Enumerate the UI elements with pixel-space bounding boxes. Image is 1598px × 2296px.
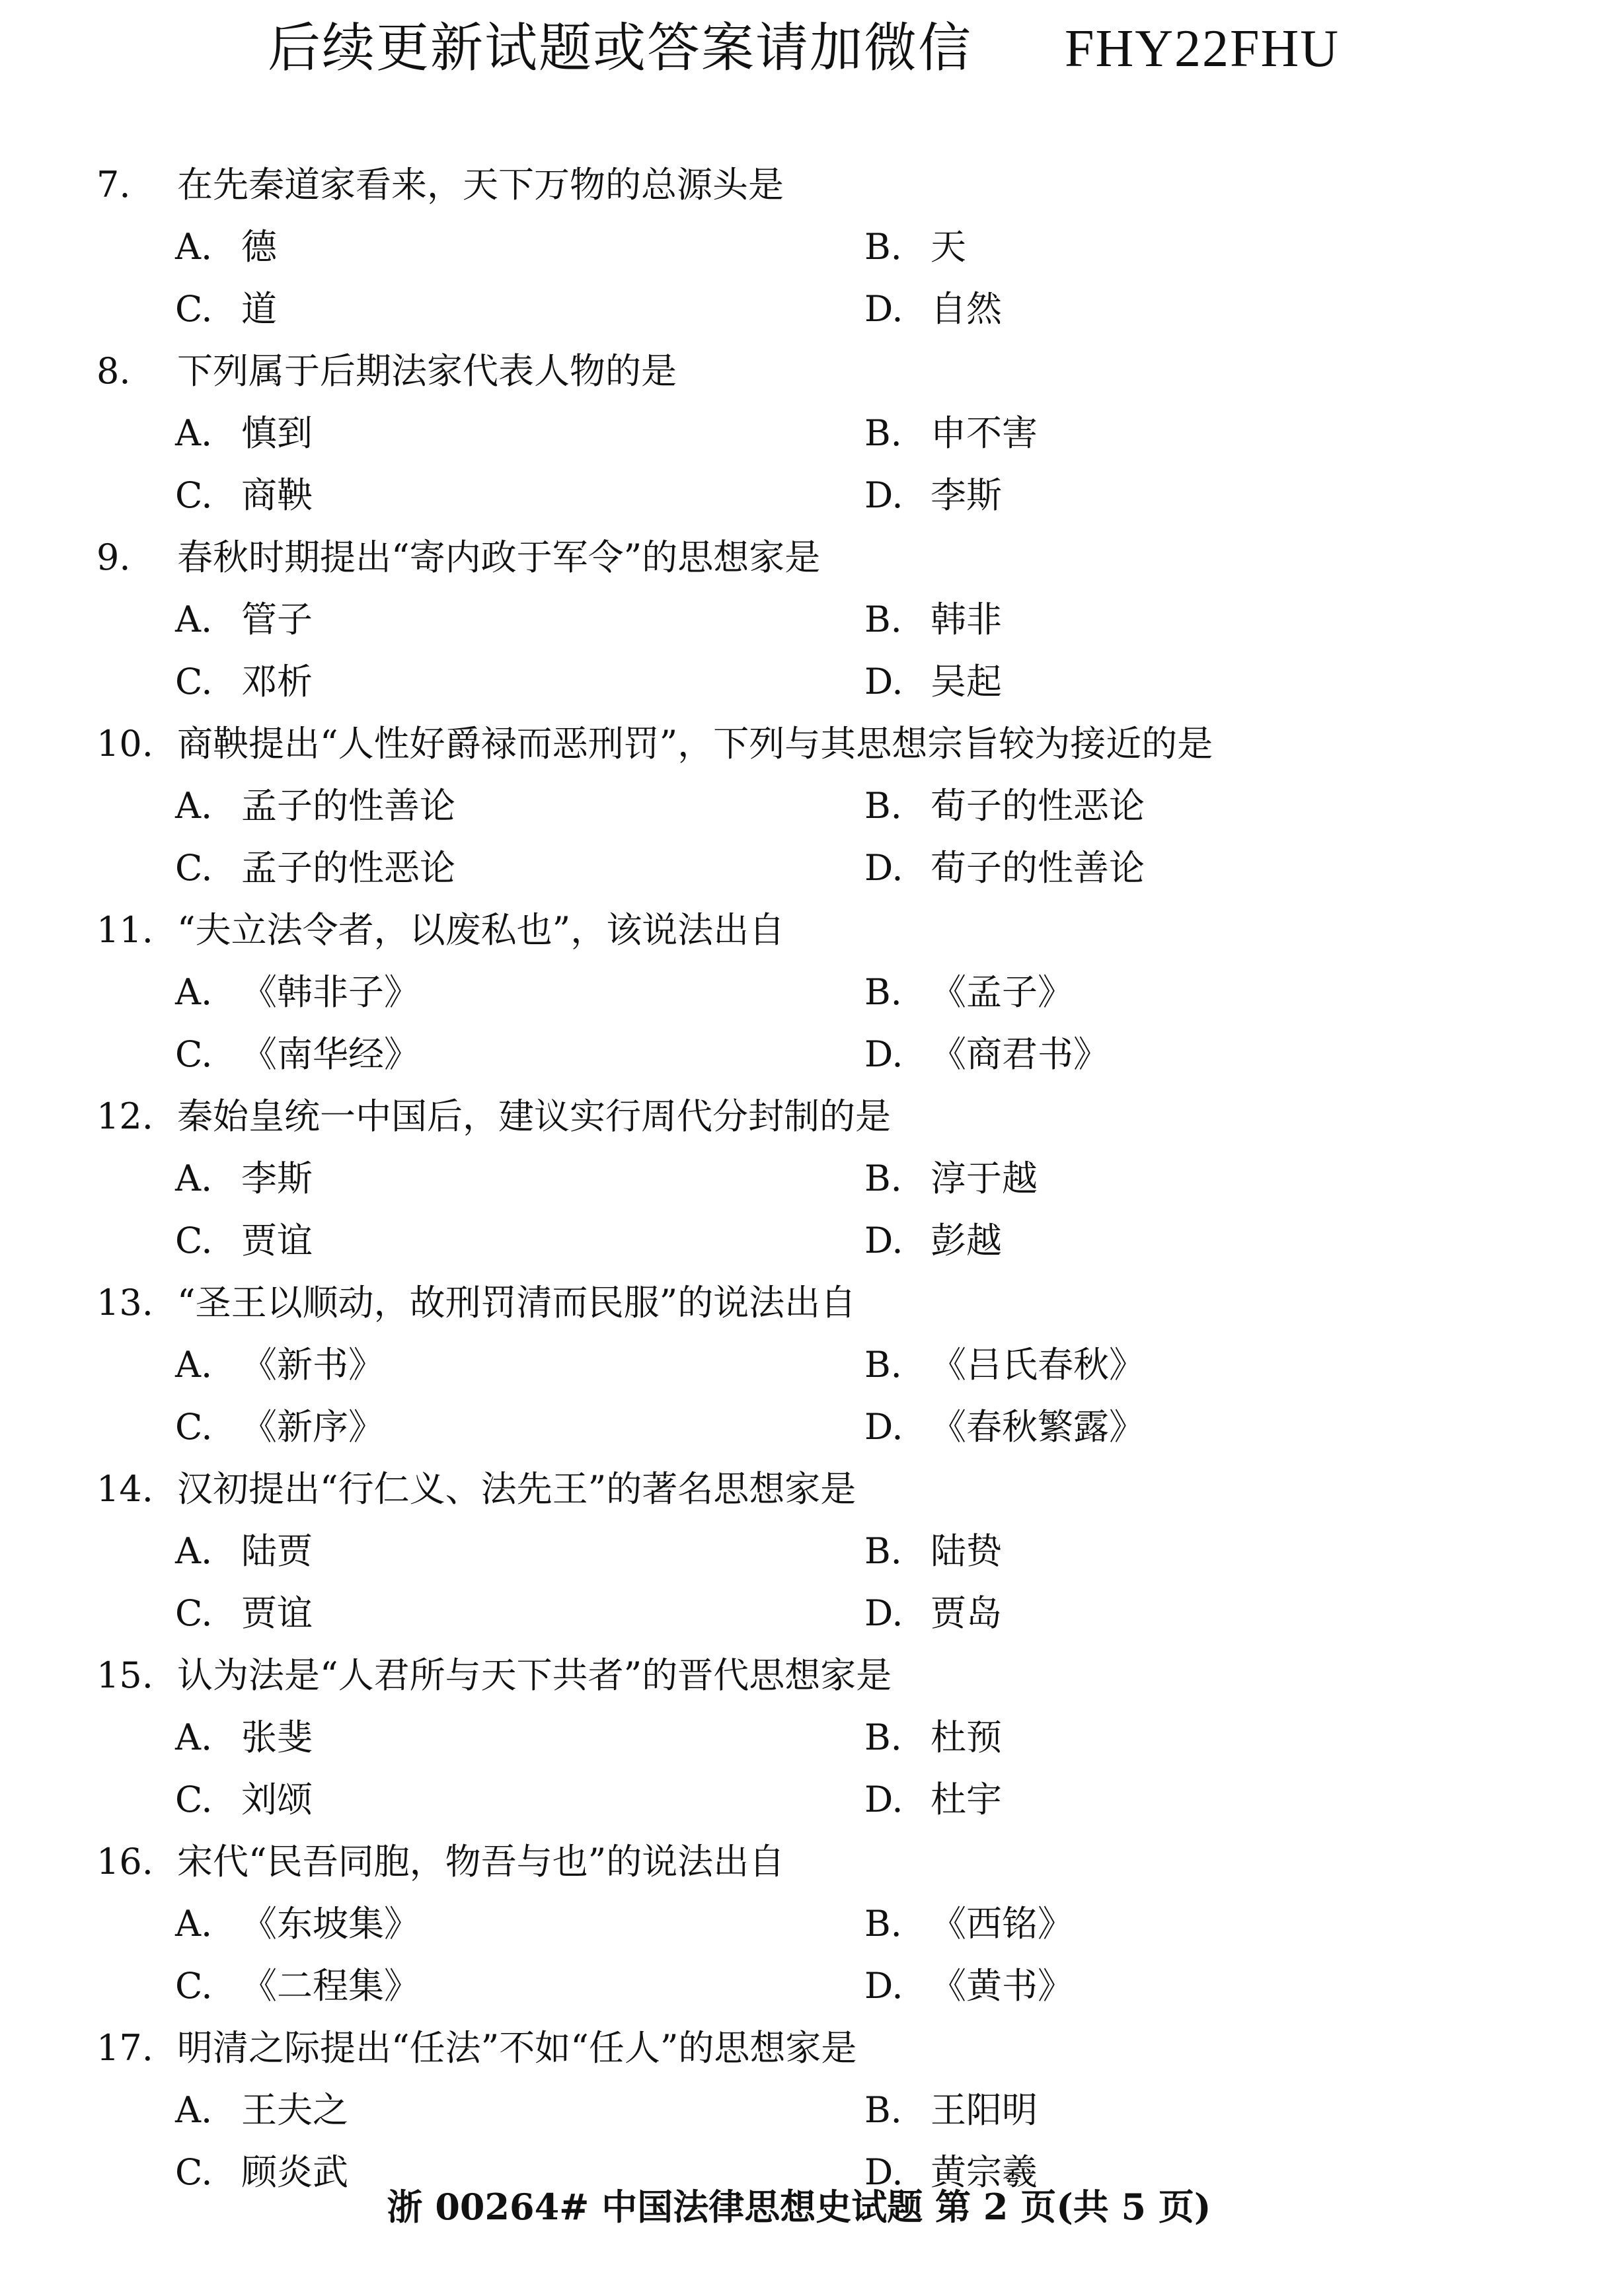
option-row — [0, 1334, 1598, 1396]
answer-option — [175, 1396, 384, 1458]
option-letter: A. — [175, 1158, 213, 1199]
question-number: 8. — [96, 350, 131, 392]
option-letter: B. — [864, 1158, 902, 1199]
option-text: 李斯 — [241, 1158, 313, 1199]
option-text: 杜宇 — [931, 1779, 1002, 1820]
option-row — [0, 1023, 1598, 1086]
answer-option — [864, 278, 1002, 340]
option-text: 邓析 — [241, 661, 313, 702]
option-text: 《西铭》 — [931, 1903, 1073, 1944]
question-stem — [0, 1645, 1598, 1707]
option-letter: D. — [864, 847, 903, 889]
answer-option — [864, 1769, 1002, 1831]
option-text: 《黄书》 — [931, 1965, 1073, 2007]
option-text: 荀子的性善论 — [931, 847, 1145, 889]
option-text: 淳于越 — [931, 1158, 1038, 1199]
option-text: 李斯 — [931, 474, 1002, 516]
option-text: 贾谊 — [241, 1592, 313, 1634]
question-number: 7. — [96, 164, 131, 205]
question-text: “夫立法令者，以废私也”，该说法出自 — [177, 909, 785, 951]
answer-option — [175, 1334, 384, 1396]
answer-option — [175, 651, 313, 713]
option-letter: B. — [864, 599, 902, 640]
option-text: 《二程集》 — [241, 1965, 420, 2007]
option-row — [0, 1520, 1598, 1582]
option-text: 《新序》 — [241, 1406, 384, 1448]
option-text: 杜预 — [931, 1717, 1002, 1758]
option-letter: D. — [864, 1406, 903, 1448]
option-letter: D. — [864, 288, 903, 330]
option-letter: D. — [864, 1779, 903, 1820]
option-row — [0, 1210, 1598, 1272]
option-text: 吴起 — [931, 661, 1002, 702]
question-stem — [0, 527, 1598, 589]
option-text: 荀子的性恶论 — [931, 785, 1145, 827]
answer-option — [175, 1769, 313, 1831]
answer-option — [175, 1707, 313, 1769]
question-stem — [0, 1272, 1598, 1334]
question-number: 10. — [96, 723, 153, 764]
answer-option — [175, 589, 313, 651]
question-list — [0, 154, 1598, 2203]
answer-option — [864, 1023, 1109, 1086]
answer-option — [864, 1148, 1038, 1210]
option-text: 张斐 — [241, 1717, 313, 1758]
option-letter: A. — [175, 1530, 213, 1572]
question-item — [0, 1831, 1598, 2017]
option-letter: D. — [864, 1033, 903, 1075]
option-letter: C. — [175, 1406, 213, 1448]
option-letter: C. — [175, 1965, 213, 2007]
option-row — [0, 775, 1598, 837]
question-text: 明清之际提出“任法”不如“任人”的思想家是 — [177, 2027, 857, 2069]
answer-option — [175, 1893, 420, 1955]
option-text: 王阳明 — [931, 2089, 1038, 2131]
option-text: 管子 — [241, 599, 313, 640]
option-text: 陆贾 — [241, 1530, 313, 1572]
option-text: 德 — [241, 226, 277, 268]
answer-option — [864, 775, 1145, 837]
option-letter: B. — [864, 2089, 902, 2131]
question-number: 15. — [96, 1654, 153, 1696]
answer-option — [864, 216, 966, 278]
question-stem — [0, 713, 1598, 775]
answer-option — [175, 402, 313, 464]
option-letter: B. — [864, 412, 902, 454]
option-letter: A. — [175, 971, 213, 1013]
option-letter: B. — [864, 971, 902, 1013]
question-stem — [0, 340, 1598, 402]
question-item — [0, 527, 1598, 713]
answer-option — [175, 1520, 313, 1582]
answer-option — [864, 837, 1145, 899]
option-row — [0, 2079, 1598, 2141]
option-letter: D. — [864, 1592, 903, 1634]
option-letter: D. — [864, 1965, 903, 2007]
answer-option — [175, 278, 277, 340]
answer-option — [864, 402, 1038, 464]
option-text: 商鞅 — [241, 474, 313, 516]
option-row — [0, 1769, 1598, 1831]
option-row — [0, 1893, 1598, 1955]
answer-option — [864, 1955, 1073, 2017]
option-text: 彭越 — [931, 1220, 1002, 1261]
question-number: 16. — [96, 1841, 153, 1882]
option-letter: C. — [175, 1033, 213, 1075]
answer-option — [864, 651, 1002, 713]
option-text: 陆贽 — [931, 1530, 1002, 1572]
option-text: 贾岛 — [931, 1592, 1002, 1634]
option-text: 《东坡集》 — [241, 1903, 420, 1944]
option-letter: C. — [175, 1220, 213, 1261]
option-row — [0, 1396, 1598, 1458]
option-letter: B. — [864, 1530, 902, 1572]
option-row — [0, 402, 1598, 464]
option-text: 《春秋繁露》 — [931, 1406, 1145, 1448]
option-letter: D. — [864, 661, 903, 702]
option-text: 王夫之 — [241, 2089, 348, 2131]
option-row — [0, 464, 1598, 527]
answer-option — [175, 775, 455, 837]
question-text: 商鞅提出“人性好爵禄而恶刑罚”，下列与其思想宗旨较为接近的是 — [177, 723, 1213, 764]
option-letter: D. — [864, 2151, 903, 2193]
option-letter: B. — [864, 785, 902, 827]
option-row — [0, 216, 1598, 278]
option-letter: A. — [175, 2089, 213, 2131]
answer-option — [864, 1396, 1145, 1458]
option-letter: C. — [175, 1592, 213, 1634]
question-stem — [0, 1458, 1598, 1520]
answer-option — [175, 1582, 313, 1645]
option-text: 贾谊 — [241, 1220, 313, 1261]
question-stem — [0, 154, 1598, 216]
question-item — [0, 1086, 1598, 1272]
option-text: 申不害 — [931, 412, 1038, 454]
answer-option — [175, 837, 455, 899]
answer-option — [864, 1520, 1002, 1582]
option-text: 《韩非子》 — [241, 971, 420, 1013]
option-text: 孟子的性善论 — [241, 785, 455, 827]
option-letter: C. — [175, 1779, 213, 1820]
question-item — [0, 713, 1598, 899]
option-text: 《南华经》 — [241, 1033, 420, 1075]
option-letter: B. — [864, 1903, 902, 1944]
answer-option — [864, 1210, 1002, 1272]
option-letter: D. — [864, 474, 903, 516]
answer-option — [864, 1893, 1073, 1955]
question-item — [0, 2017, 1598, 2203]
answer-option — [864, 1334, 1145, 1396]
option-letter: A. — [175, 226, 213, 268]
option-text: 黄宗羲 — [931, 2151, 1038, 2193]
answer-option — [175, 1023, 420, 1086]
question-item — [0, 340, 1598, 527]
option-row — [0, 1955, 1598, 2017]
option-text: 顾炎武 — [241, 2151, 348, 2193]
question-text: “圣王以顺动，故刑罚清而民服”的说法出自 — [177, 1282, 856, 1323]
option-letter: A. — [175, 785, 213, 827]
question-text: 下列属于后期法家代表人物的是 — [177, 350, 677, 392]
option-letter: C. — [175, 661, 213, 702]
question-item — [0, 1645, 1598, 1831]
question-text: 汉初提出“行仁义、法先王”的著名思想家是 — [177, 1468, 856, 1510]
option-letter: C. — [175, 2151, 213, 2193]
option-letter: A. — [175, 1903, 213, 1944]
answer-option — [175, 1210, 313, 1272]
page-header — [268, 12, 1340, 85]
option-text: 孟子的性恶论 — [241, 847, 455, 889]
question-number: 14. — [96, 1468, 153, 1510]
question-number: 12. — [96, 1095, 153, 1137]
question-text: 认为法是“人君所与天下共者”的晋代思想家是 — [177, 1654, 892, 1696]
option-letter: C. — [175, 288, 213, 330]
option-letter: A. — [175, 599, 213, 640]
question-stem — [0, 1086, 1598, 1148]
question-stem — [0, 2017, 1598, 2079]
option-row — [0, 651, 1598, 713]
option-text: 韩非 — [931, 599, 1002, 640]
page-footer: 浙 00264# 中国法律思想史试题 第 2 页(共 5 页) — [387, 2186, 1211, 2228]
option-text: 自然 — [931, 288, 1002, 330]
question-item — [0, 1272, 1598, 1458]
answer-option — [175, 2079, 348, 2141]
option-letter: A. — [175, 1344, 213, 1386]
option-row — [0, 589, 1598, 651]
option-letter: C. — [175, 474, 213, 516]
option-row — [0, 837, 1598, 899]
answer-option — [175, 1955, 420, 2017]
question-text: 春秋时期提出“寄内政于军令”的思想家是 — [177, 537, 821, 578]
answer-option — [864, 1582, 1002, 1645]
question-text: 宋代“民吾同胞，物吾与也”的说法出自 — [177, 1841, 785, 1882]
question-number: 17. — [96, 2027, 153, 2069]
answer-option — [175, 464, 313, 527]
option-letter: D. — [864, 1220, 903, 1261]
option-letter: A. — [175, 412, 213, 454]
option-text: 慎到 — [241, 412, 313, 454]
question-item — [0, 899, 1598, 1086]
option-letter: C. — [175, 847, 213, 889]
question-text: 在先秦道家看来，天下万物的总源头是 — [177, 164, 784, 205]
option-letter: B. — [864, 1717, 902, 1758]
question-number: 13. — [96, 1282, 153, 1323]
option-letter: B. — [864, 1344, 902, 1386]
option-row — [0, 1582, 1598, 1645]
question-stem — [0, 899, 1598, 961]
question-item — [0, 1458, 1598, 1645]
option-text: 天 — [931, 226, 966, 268]
answer-option — [175, 1148, 313, 1210]
option-text: 《新书》 — [241, 1344, 384, 1386]
question-item — [0, 154, 1598, 340]
option-text: 道 — [241, 288, 277, 330]
answer-option — [864, 961, 1073, 1023]
option-row — [0, 1148, 1598, 1210]
option-row — [0, 961, 1598, 1023]
answer-option — [175, 216, 277, 278]
question-stem — [0, 1831, 1598, 1893]
answer-option — [864, 464, 1002, 527]
option-text: 《吕氏春秋》 — [931, 1344, 1145, 1386]
answer-option — [864, 2079, 1038, 2141]
option-text: 刘颂 — [241, 1779, 313, 1820]
option-row — [0, 278, 1598, 340]
header-title: 后续更新试题或答案请加微信 — [268, 17, 972, 79]
option-letter: A. — [175, 1717, 213, 1758]
option-text: 《商君书》 — [931, 1033, 1109, 1075]
answer-option — [864, 589, 1002, 651]
question-number: 11. — [96, 909, 153, 951]
option-row — [0, 1707, 1598, 1769]
option-letter: B. — [864, 226, 902, 268]
answer-option — [175, 961, 420, 1023]
question-text: 秦始皇统一中国后，建议实行周代分封制的是 — [177, 1095, 891, 1137]
option-text: 《孟子》 — [931, 971, 1073, 1013]
question-number: 9. — [96, 537, 131, 578]
answer-option — [864, 1707, 1002, 1769]
header-wechat-code: FHY22FHU — [1065, 20, 1340, 78]
